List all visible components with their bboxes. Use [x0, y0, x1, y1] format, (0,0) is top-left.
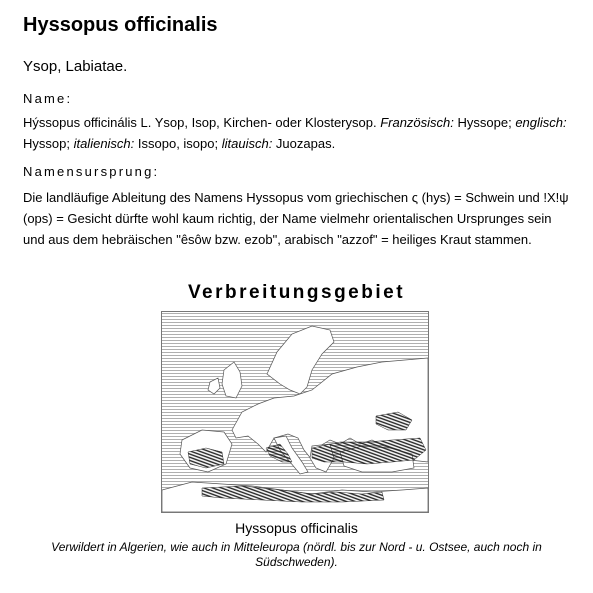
distribution-heading: Verbreitungsgebiet — [187, 282, 406, 303]
name-text-segment: Hyssop; — [23, 136, 74, 151]
name-text-segment: Französisch: — [380, 115, 454, 130]
name-section-label: Name: — [23, 91, 73, 106]
name-text-segment: Issopo, isopo; — [134, 136, 222, 151]
name-text-segment: italienisch: — [73, 136, 135, 151]
name-text-segment: Hýssopus officinális L. Ysop, Isop, Kirchen- oder Klosterysop. — [23, 115, 381, 130]
map-note: Verwildert in Algerien, wie auch in Mitteleuropa (nördl. bis zur Nord - u. Ostsee, auch noch in Südschweden). — [51, 540, 542, 569]
origin-section-text: Die landläufige Ableitung des Namens Hyssopus vom griechischen ς (hys) = Schwein und !X!ψ (ops) = Gesicht dürfte wohl kaum richtig, der Name vielmehr orientalischen Ursprunges sein und aus dem hebräischen "êsôw bzw. ezob", arabisch "azzof" = heiliges Kraut stammen. — [23, 190, 569, 247]
name-text-segment: Juozapas. — [272, 136, 336, 151]
name-text-segment: litauisch: — [221, 136, 273, 151]
name-text-segment: Hyssope; — [453, 115, 516, 130]
name-text-segment: englisch: — [515, 115, 567, 130]
map-caption: Hyssopus officinalis — [235, 520, 358, 536]
europe-map-image — [162, 312, 428, 512]
distribution-map — [161, 311, 429, 513]
page-title: Hyssopus officinalis — [23, 14, 218, 36]
page-subtitle: Ysop, Labiatae. — [23, 58, 128, 75]
origin-section-label: Namensursprung: — [23, 164, 160, 179]
name-section-text — [23, 112, 573, 154]
